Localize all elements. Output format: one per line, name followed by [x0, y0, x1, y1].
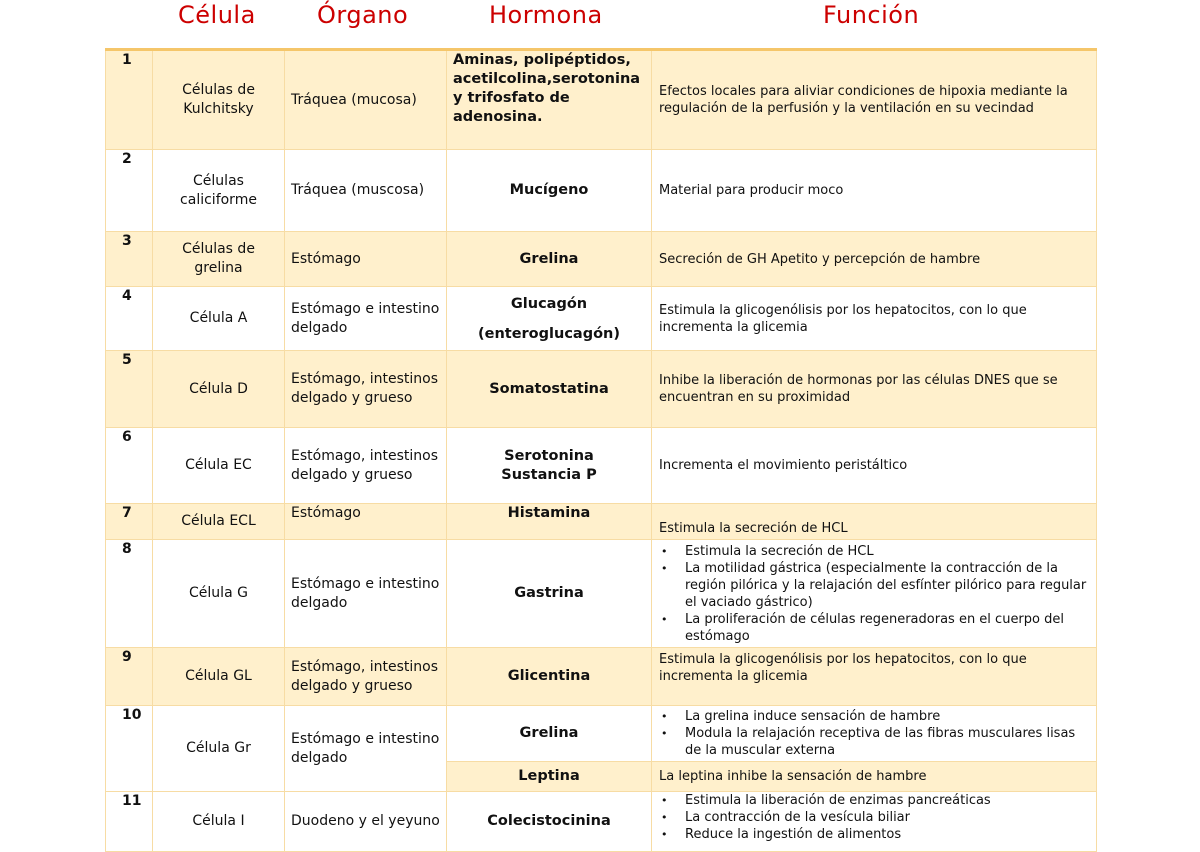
- list-item: • La proliferación de células regeneradoras en el cuerpo del estómago: [685, 611, 1090, 645]
- cell-celula: Célula EC: [153, 428, 285, 504]
- list-item: • Estimula la liberación de enzimas pancreáticas: [685, 792, 1090, 809]
- cell-funcion: Estimula la glicogenólisis por los hepatocitos, con lo que incrementa la glicemia: [652, 287, 1097, 351]
- cell-organo: Estómago e intestino delgado: [285, 706, 447, 792]
- funcion-list: [659, 708, 1090, 759]
- cell-funcion: [652, 706, 1097, 762]
- cell-hormona: [447, 287, 652, 351]
- cell-funcion: Efectos locales para aliviar condiciones de hipoxia mediante la regulación de la perfusión y la ventilación en su vecindad: [652, 50, 1097, 150]
- cell-organo: Estómago: [285, 504, 447, 540]
- cell-hormona: Aminas, polipéptidos, acetilcolina,serotonina y trifosfato de adenosina.: [447, 50, 652, 150]
- cell-celula: Célula D: [153, 351, 285, 428]
- cell-organo: Duodeno y el yeyuno: [285, 792, 447, 852]
- cell-celula: Célula A: [153, 287, 285, 351]
- cell-organo: Estómago, intestinos delgado y grueso: [285, 351, 447, 428]
- row-number: 3: [106, 232, 153, 287]
- list-item: • La motilidad gástrica (especialmente la contracción de la región pilórica y la relajación del esfínter pilórico para regular el vaciado gástrico): [685, 560, 1090, 611]
- row-number: 2: [106, 150, 153, 232]
- cell-funcion: [652, 540, 1097, 648]
- cell-organo: Estómago e intestino delgado: [285, 540, 447, 648]
- row-number: 10: [106, 706, 153, 792]
- hormona-line: Serotonina: [504, 447, 594, 464]
- table-row: [106, 232, 1097, 287]
- row-number: 7: [106, 504, 153, 540]
- cell-funcion: [652, 792, 1097, 852]
- cell-funcion: Estimula la glicogenólisis por los hepatocitos, con lo que incrementa la glicemia: [652, 648, 1097, 706]
- list-item: • Estimula la secreción de HCL: [685, 543, 1090, 560]
- table-row: [106, 287, 1097, 351]
- row-number: 11: [106, 792, 153, 852]
- hormona-line: Sustancia P: [501, 466, 597, 483]
- hormona-line: (enteroglucagón): [477, 325, 620, 342]
- header-celula: Célula: [178, 1, 256, 29]
- cell-hormona: Leptina: [447, 762, 652, 792]
- row-number: 6: [106, 428, 153, 504]
- header-hormona: Hormona: [489, 1, 603, 29]
- list-item: • Reduce la ingestión de alimentos: [685, 826, 1090, 843]
- cell-hormona: Glicentina: [447, 648, 652, 706]
- list-item: • Modula la relajación receptiva de las fibras musculares lisas de la muscular externa: [685, 725, 1090, 759]
- cell-organo: Estómago, intestinos delgado y grueso: [285, 648, 447, 706]
- cell-celula: Células de Kulchitsky: [153, 50, 285, 150]
- cell-funcion: Material para producir moco: [652, 150, 1097, 232]
- cell-funcion: Secreción de GH Apetito y percepción de hambre: [652, 232, 1097, 287]
- row-number: 4: [106, 287, 153, 351]
- row-number: 9: [106, 648, 153, 706]
- cell-organo: Estómago, intestinos delgado y grueso: [285, 428, 447, 504]
- cell-hormona: Grelina: [447, 232, 652, 287]
- cell-organo: Estómago e intestino delgado: [285, 287, 447, 351]
- table-row: [106, 150, 1097, 232]
- table-row: [106, 792, 1097, 852]
- table-row: [106, 540, 1097, 648]
- cell-funcion: Inhibe la liberación de hormonas por las células DNES que se encuentran en su proximidad: [652, 351, 1097, 428]
- header-organo: Órgano: [317, 1, 409, 29]
- header-funcion: Función: [823, 1, 920, 29]
- funcion-list: [659, 543, 1090, 645]
- cell-celula: Células caliciforme: [153, 150, 285, 232]
- cell-celula: Célula G: [153, 540, 285, 648]
- table-row: [106, 50, 1097, 150]
- cell-celula: Célula ECL: [153, 504, 285, 540]
- cell-hormona: Somatostatina: [447, 351, 652, 428]
- column-headers: [0, 0, 1200, 50]
- cell-funcion: Estimula la secreción de HCL: [652, 504, 1097, 540]
- table-row: [106, 428, 1097, 504]
- list-item: • La contracción de la vesícula biliar: [685, 809, 1090, 826]
- list-item: • La grelina induce sensación de hambre: [685, 708, 1090, 725]
- cell-celula: Célula I: [153, 792, 285, 852]
- cell-hormona: Histamina: [447, 504, 652, 540]
- table-row: [106, 706, 1097, 762]
- cell-organo: Tráquea (mucosa): [285, 50, 447, 150]
- table-row: [106, 504, 1097, 540]
- cell-organo: Tráquea (muscosa): [285, 150, 447, 232]
- cell-hormona: Grelina: [447, 706, 652, 762]
- cell-funcion: La leptina inhibe la sensación de hambre: [652, 762, 1097, 792]
- row-number: 8: [106, 540, 153, 648]
- table-row: [106, 351, 1097, 428]
- table-row: [106, 648, 1097, 706]
- cell-hormona: Gastrina: [447, 540, 652, 648]
- row-number: 1: [106, 50, 153, 150]
- cell-hormona: Colecistocinina: [447, 792, 652, 852]
- cell-hormona: Mucígeno: [447, 150, 652, 232]
- cell-organo: Estómago: [285, 232, 447, 287]
- cell-hormona: [447, 428, 652, 504]
- funcion-list: [659, 792, 1090, 843]
- cell-celula: Célula Gr: [153, 706, 285, 792]
- hormona-line: Glucagón: [510, 295, 588, 312]
- cell-funcion: Incrementa el movimiento peristáltico: [652, 428, 1097, 504]
- hormone-table: [105, 48, 1097, 852]
- row-number: 5: [106, 351, 153, 428]
- cell-celula: Célula GL: [153, 648, 285, 706]
- cell-celula: Células de grelina: [153, 232, 285, 287]
